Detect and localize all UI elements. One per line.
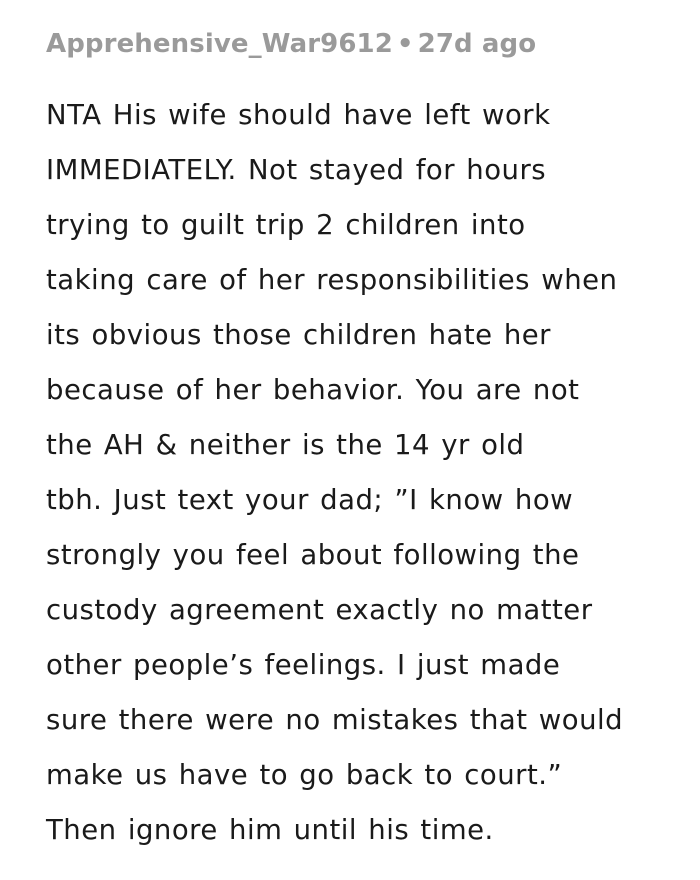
comment <box>46 24 686 858</box>
comment-line: other people’s feelings. I just made <box>46 649 561 681</box>
comment-line: the AH & neither is the 14 yr old <box>46 429 525 461</box>
comment-line: tbh. Just text your dad; ”I know how <box>46 484 574 516</box>
comment-line: NTA His wife should have left work <box>46 99 551 131</box>
comment-line: IMMEDIATELY. Not stayed for hours <box>46 154 547 186</box>
comment-timestamp: 27d ago <box>417 29 537 59</box>
comment-author[interactable]: Apprehensive_War9612 <box>46 29 393 59</box>
comment-body <box>46 88 686 858</box>
comment-line: Then ignore him until his time. <box>46 814 494 846</box>
comment-line: taking care of her responsibilities when <box>46 264 618 296</box>
comment-line: because of her behavior. You are not <box>46 374 580 406</box>
comment-line: trying to guilt trip 2 children into <box>46 209 526 241</box>
comment-line: custody agreement exactly no matter <box>46 594 593 626</box>
comment-line: sure there were no mistakes that would <box>46 704 624 736</box>
comment-line: strongly you feel about following the <box>46 539 580 571</box>
comment-meta <box>46 24 686 64</box>
meta-separator: • <box>396 29 414 59</box>
comment-line: its obvious those children hate her <box>46 319 551 351</box>
comment-line: make us have to go back to court.” <box>46 759 563 791</box>
